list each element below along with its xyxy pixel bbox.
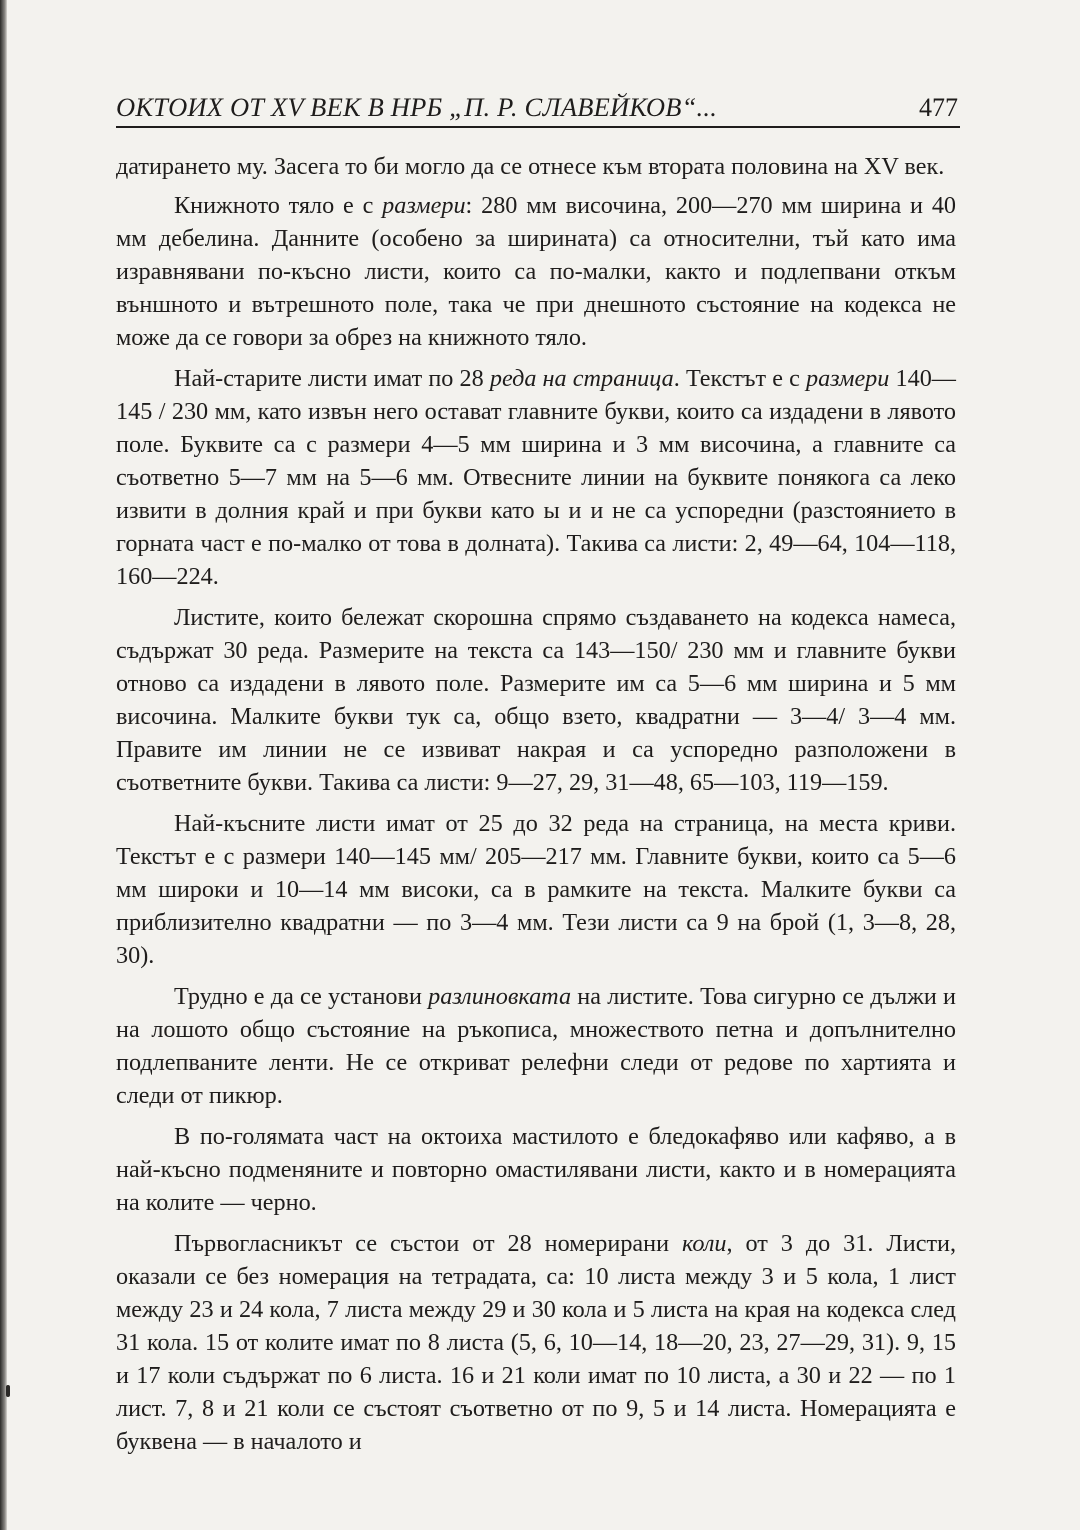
paragraph [116,1120,956,1219]
text-run: Трудно е да се установи [174,983,429,1010]
paragraph [116,189,956,354]
text-run: Най-старите листи имат по 28 [174,365,490,392]
italic-term: размери [805,365,890,392]
text-run: Първогласникът се състои от 28 номерирани [174,1230,682,1257]
page-binding-edge [0,0,7,1530]
text-run: 140—145 / 230 мм, като извън него остават главните букви, които са издадени в лявото поле. Буквите са с размери 4—5 мм ширина и 3 мм височина, а главните са съответно 5—7 мм на 5—6 мм. Отвесните линии на буквите понякога са леко извити в долния край и при букви като ы и и не са успоредни (разстоянието в горната част е по-малко от това в долната). Такива са листи: 2, 49—64, 104—118, 160—224. [116,365,956,590]
text-run: : 280 мм височина, 200—270 мм ширина и 40 мм дебелина. Данните (особено за ширината) са относителни, тъй като има изравнявани по-късно листи, които са по-малки, както и подлепвани откъм външното и вътрешното поле, така че при днешното състояние на кодекса не може да се говори за обрез на книжното тяло. [116,192,957,351]
text-run: Най-късните листи имат от 25 до 32 реда на страница, на места криви. Текстът е с размери 140—145 мм/ 205—217 мм. Главните букви, които са 5—6 мм широки и 10—14 мм високи, са в рамките на текста. Малките букви са приблизително квадратни — по 3—4 мм. Тези листи са 9 на брой (1, 3—8, 28, 30). [116,810,956,969]
running-header [116,86,960,130]
paragraph [116,150,956,183]
paragraph [116,807,956,972]
text-run: В по-голямата част на октоиха мастилото е бледокафяво или кафяво, а в най-късно подменяните и повторно омастилявани листи, както и в номерацията на колите — черно. [116,1123,956,1216]
paragraph [116,1227,956,1458]
text-run: , от 3 до 31. Листи, оказали се без номерация на тетрадата, са: 10 листа между 3 и 5 кола, 1 лист между 23 и 24 кола, 7 листа между 29 и 30 кола и 5 листа на края на кодекса след 31 кола. 15 от колите имат по 8 листа (5, 6, 10—14, 18—20, 23, 27—29, 31). 9, 15 и 17 коли съдържат по 6 листа. 16 и 21 коли имат по 10 листа, а 30 и 22 — по 1 лист. 7, 8 и 21 коли се състоят съответно от по 9, 5 и 14 листа. Номерацията е буквена — в началото и [116,1230,957,1455]
body-text [116,150,956,1458]
italic-term: реда на страница [489,365,674,392]
italic-term: размери [382,192,466,219]
paragraph [116,362,956,593]
text-run: датирането му. Засега то би могло да се отнесе към втората половина на XV век. [116,153,945,180]
page-number: 477 [919,93,958,122]
running-title: ОКТОИХ ОТ XV ВЕК В НРБ „П. Р. СЛАВЕЙКОВ“... [116,92,718,122]
text-run: на листите. Това сигурно се дължи и на лошото общо състояние на ръкописа, множеството петна и допълнително подлепваните ленти. Не се откриват релефни следи от редове по хартията и следи от пикюр. [116,983,956,1109]
scan-speck [6,1385,10,1397]
paragraph [116,980,956,1112]
italic-term: разлиновката [428,983,572,1010]
text-run: Книжното тяло е с [174,192,383,219]
header-rule [116,126,960,128]
italic-term: коли [681,1230,727,1257]
text-run: Листите, които бележат скорошна спрямо създаването на кодекса намеса, съдържат 30 реда. Размерите на текста са 143—150/ 230 мм и главните букви отново са издадени в лявото поле. Размерите им са 5—6 мм ширина и 5 мм височина. Малките букви тук са, общо взето, квадратни — 3—4/ 3—4 мм. Правите им линии не се извиват накрая и са успоредно разположени в съответните букви. Такива са листи: 9—27, 29, 31—48, 65—103, 119—159. [116,604,956,796]
text-run: . Текстът е с [673,365,806,392]
paragraph [116,601,956,799]
